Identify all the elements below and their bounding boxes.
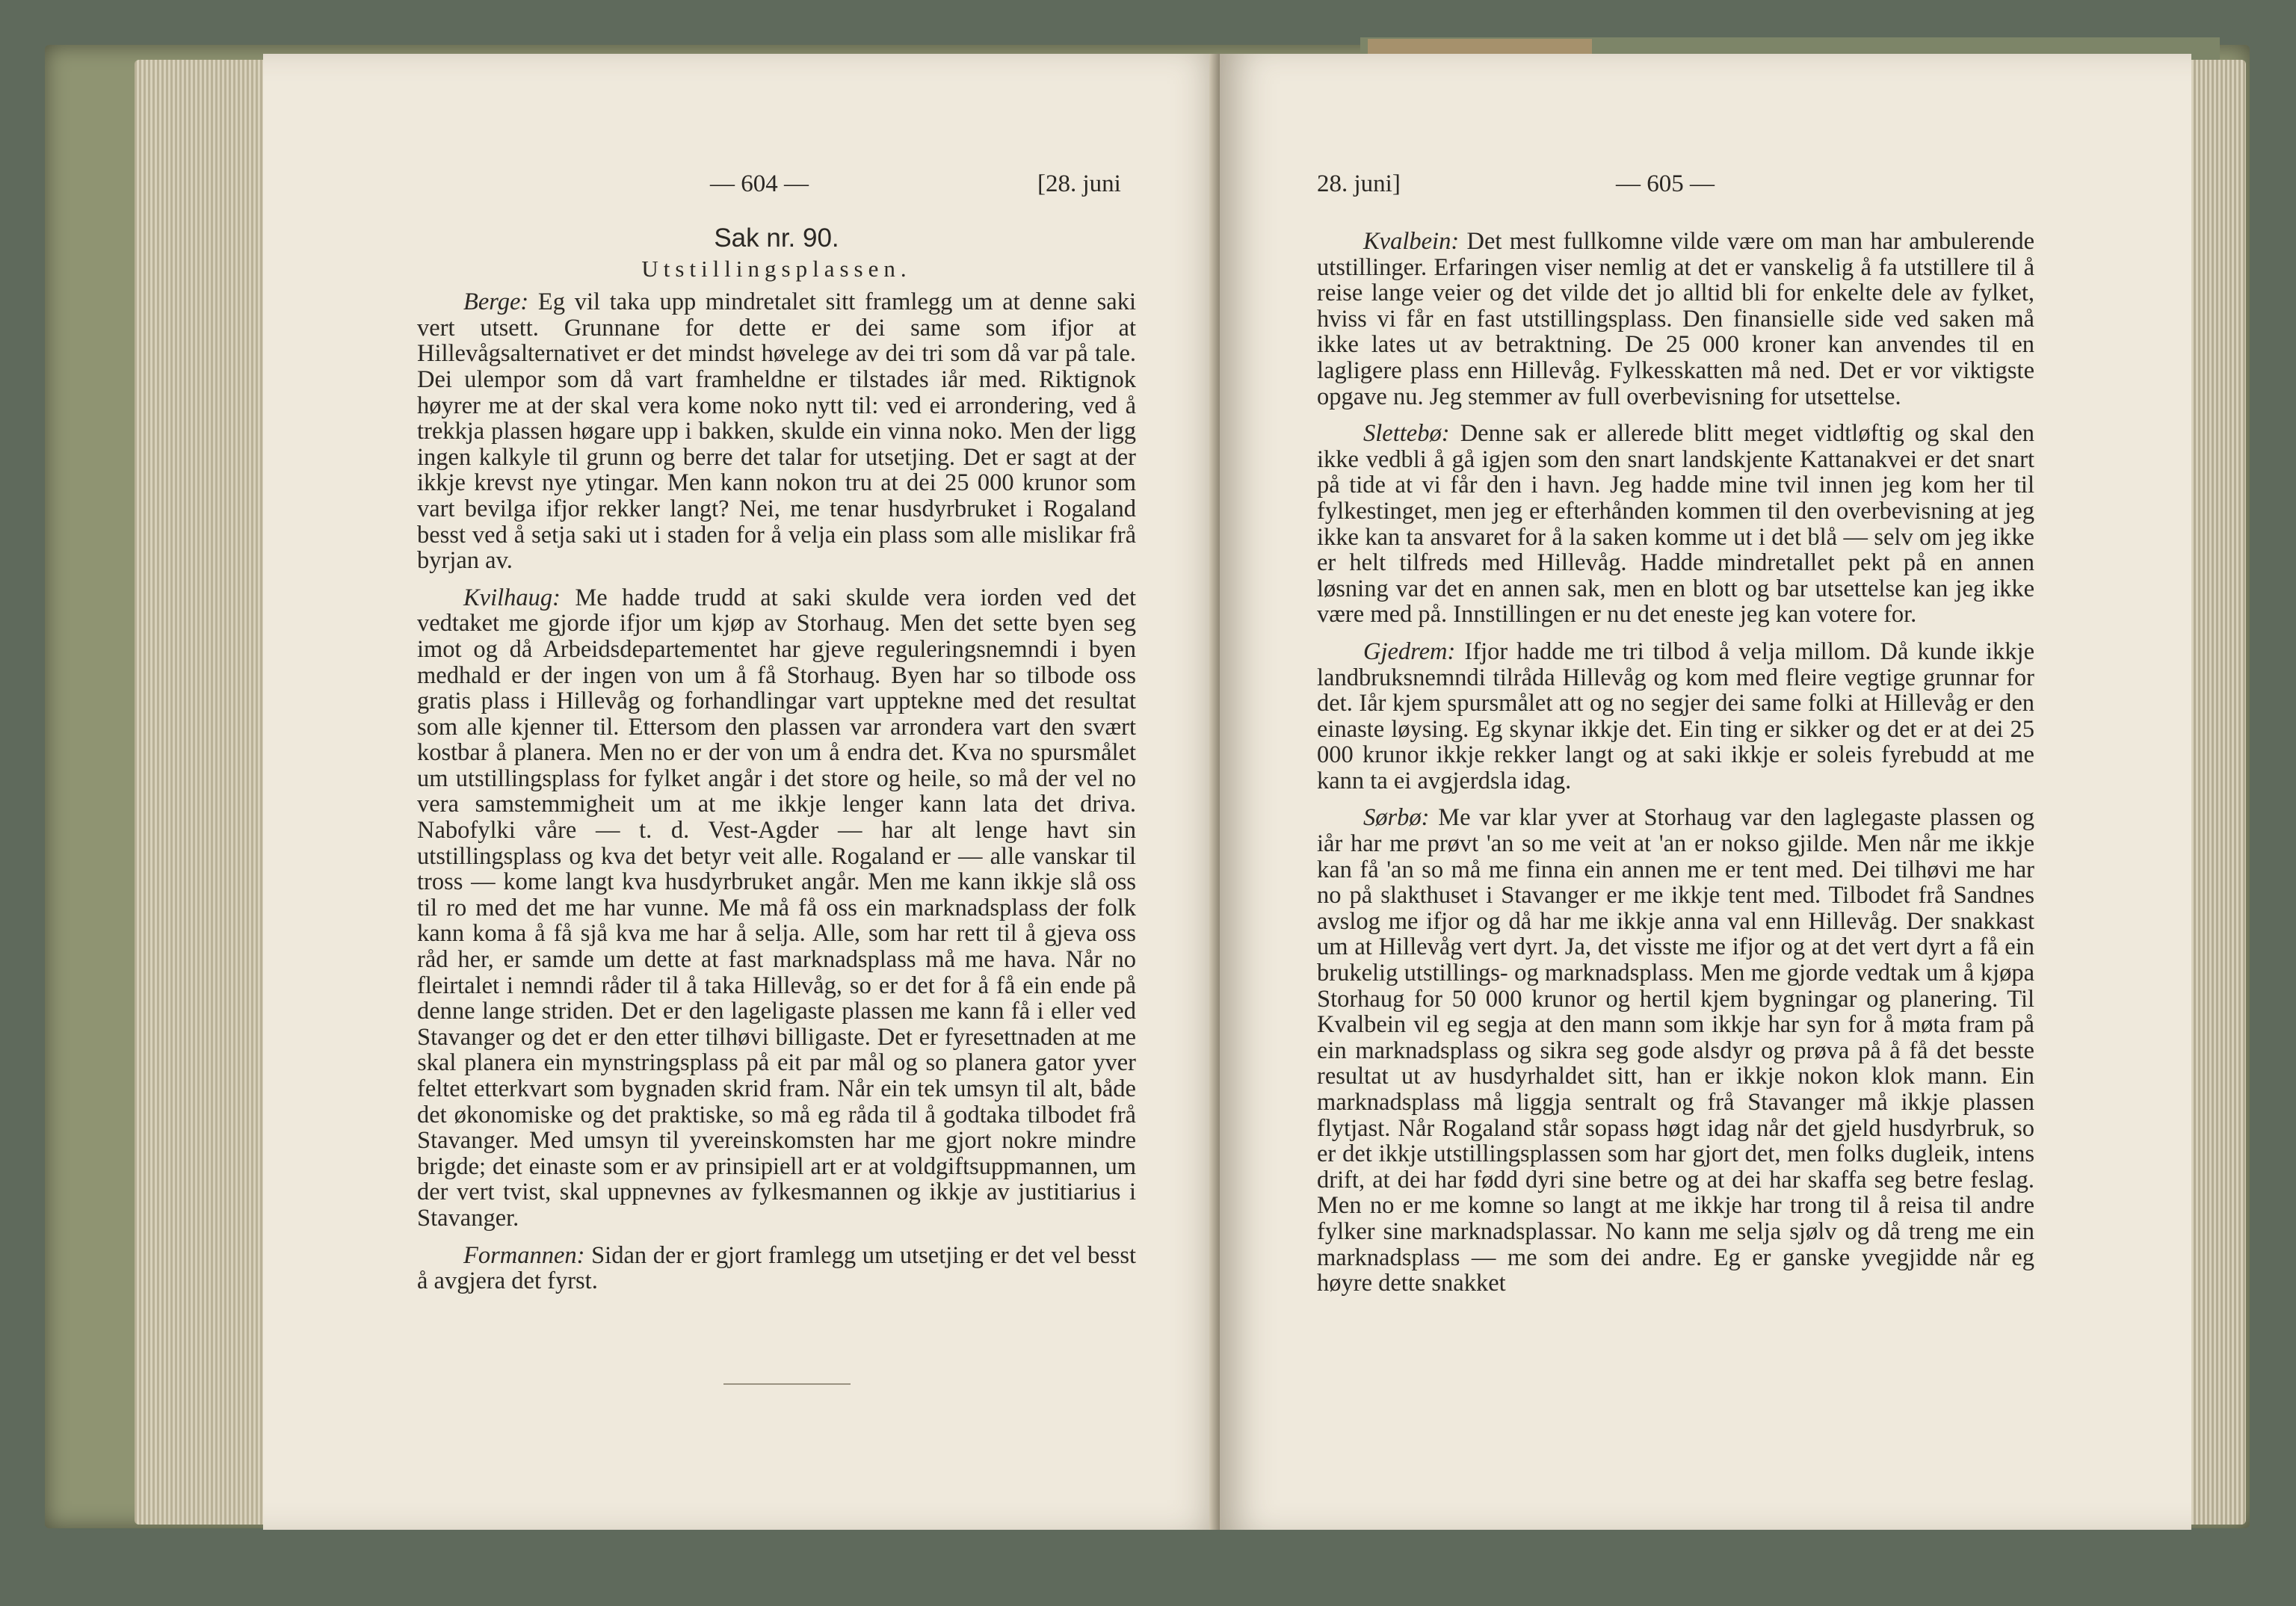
left-page-number: — 604 — [710, 170, 809, 197]
paragraph-kvalbein [1317, 229, 2034, 410]
speaker-name: Sørbø: [1363, 804, 1430, 832]
speaker-name: Berge: [463, 288, 529, 316]
paragraph-sorbo [1317, 805, 2034, 1296]
page-edges-left [135, 60, 284, 1525]
paragraph-text: Eg vil taka upp mindretalet sitt framlegg um at denne saki vert utsett. Grunnane for dette er dei same som ifjor at Hillevågsalternativet er det mindst høvelege av dei tri som då var på tale. Dei ulempor som då vart framheldne er tilstades iår med. Riktignok høyrer me at der skal vera kome noko nytt til: ved ei arrondering, ved å trekkja plassen høgare upp i bakken, skulde ein vinna noko. Men der ligg ingen kalkyle til grunn og berre det talar for utsetjing. Det er sagt at der ikkje krevst nye ytingar. Men kann nokon tru at dei 25 000 krunor som vart bevilga ifjor rekker langt? Nei, me tenar husdyrbruket i Rogaland besst ved å setja saki ut i staden for å velja ein plass som alle mislikar frå byrjan av. [417, 288, 1136, 575]
right-page-text [1317, 229, 2034, 1297]
case-title: Sak nr. 90. [714, 223, 839, 253]
paragraph-gjedrem [1317, 639, 2034, 794]
paragraph-text: Sidan der er gjort framlegg um utsetjing er det vel besst å avgjera det fyrst. [417, 1241, 1136, 1295]
speaker-name: Kvalbein: [1363, 228, 1460, 255]
paragraph-text: Me var klar yver at Storhaug var den laglegaste plassen og iår har me prøvt 'an so me veit at 'an er nokso gjilde. Men når me ikkje kan få 'an so må me finna ein annen me er tent med. Dei tilhøvi me har no på slakthuset i Stavanger er me ikkje tent med. Tilbodet frå Sandnes avslog me ifjor og då har me ikkje anna val enn Hillevåg. Der snakkast um at Hillevåg vert dyrt. Ja, det visste me ifjor og at det vert dyrt a få ein brukelig utstillings- og marknadsplass. Men me gjorde vedtak um å kjøpa Storhaug for 50 000 krunor og hertil kjem bygningar og planering. Til Kvalbein vil eg segja at den mann som ikkje har syn for å møta fram på ein marknadsplass og sikra seg gode alsdyr og prøva på å få det besste resultat ut av husdyrhaldet sitt, han er ikkje nokon klok mann. Ein marknadsplass må liggja sentralt og frå Stavanger må ikkje plassen flytjast. Når Rogaland står sopass høgt idag når det gjeld husdyrbruk, so er det ikkje utstillingsplassen som har gjort det, men folks dugleik, intens drift, at dei har fødd dyri sine betre og at dei har skaffa seg betre feslag. Men no er me komne so langt at me ikkje har trong til å reisa til andre fylker sine marknadsplassar. No kann me selja sjølv og då treng me ein marknadsplass — me som dei andre. Eg er ganske yvegjidde når eg høyre dette snakket [1317, 804, 2034, 1297]
right-page-date: 28. juni] [1317, 170, 1401, 197]
paragraph-berge [417, 289, 1136, 574]
paragraph-slettebo [1317, 421, 2034, 628]
paragraph-text: Ifjor hadde me tri tilbod å velja millom. Då kunde ikkje landbruksnemndi tilråda Hillevåg og kom med fleire vegtige grunnar for det. Iår kjem spursmålet att og no segjer dei same folki at Hillevåg er den einaste løysing. Eg skynar ikkje det. Ein ting er sikker og det er at dei 25 000 krunor ikkje rekker langt og at saki ikkje er soleis fyrebudd at me kann ta ei avgjerdsla idag. [1317, 637, 2034, 794]
speaker-name: Kvilhaug: [463, 584, 561, 611]
speaker-name: Formannen: [463, 1241, 585, 1269]
paragraph-text: Me hadde trudd at saki skulde vera iorden ved det vedtaket me gjorde ifjor um kjøp av Storhaug. Men det sette byen seg imot og då Arbeidsdepartementet har gjeve reguleringsnemndi i byen medhald er der ingen von um å få Storhaug. Byen har so tilbode oss gratis plass i Hillevåg og forhandlingar vart upptekne med det resultat som alle kjenner til. Ettersom den plassen var arrondera vart den svært kostbar å planera. Men no er der von um å endra det. Kva no spursmålet um utstillingsplass for fylket angår i det store og heile, so må der vel no vera samstemmigheit um at me ikkje lenger kann lata det driva. Nabofylki våre — t. d. Vest-Agder — har alt lenge havt sin utstillingsplass og kva det betyr veit alle. Rogaland er — alle vanskar til tross — kome langt kva husdyrbruket angår. Men me kann ikkje slå oss til ro med det me har vunne. Me må få oss ein marknadsplass der folk kann koma å få sjå kva me har å selja. Alle, som har rett til å gjeva oss råd her, er samde um dette at fast marknadsplass må me hava. Når no fleirtalet i nemndi råder til å taka Hillevåg, so er det for å få ein ende på denne lange striden. Det er den lageligaste plassen me kann få i eller ved Stavanger og det er den etter tilhøvi billigaste. Det er fyresettnaden at me skal planera ein mynstringsplass på eit par mål og so planera gator yver feltet etterkvart som bygnaden skrid fram. Når ein tek umsyn til alt, både det økonomiske og det praktiske, so må eg råda til å godtaka tilbodet frå Stavanger. Med umsyn til yvereinskomsten har me gjort nokre mindre brigde; det einaste som er av prinsipiell art er at voldgiftsuppmannen, um der vert tvist, skal uppnevnes av fylkesmannen og ikkje av justitiarius i Stavanger. [417, 584, 1136, 1232]
paragraph-formannen [417, 1243, 1136, 1294]
end-rule [723, 1383, 851, 1385]
paragraph-text: Denne sak er allerede blitt meget vidtløftig og skal den ikke vedbli å gå igjen som den snart landskjente Kattanakvei er det snart på tide at vi får den i havn. Jeg hadde mine tvil innen jeg kom her til fylkestinget, men jeg er efterhånden kommen til den overbevisning at jeg ikke kan ta ansvaret for å la saken komme ut i det blå — selv om jeg ikke er helt tilfreds med Hillevåg. Hadde mindretallet pekt på en annen løsning var det en annen sak, men en blott og bar utsettelse kan jeg ikke være med på. Innstillingen er nu det eneste jeg kan votere for. [1317, 420, 2034, 628]
left-page-text [417, 223, 1136, 1295]
left-page-date: [28. juni [1037, 170, 1121, 197]
speaker-name: Slettebø: [1363, 420, 1450, 448]
case-subtitle: Utstillingsplassen. [641, 255, 912, 282]
paragraph-kvilhaug [417, 585, 1136, 1232]
speaker-name: Gjedrem: [1363, 637, 1456, 665]
right-page-number: — 605 — [1616, 170, 1715, 197]
paragraph-text: Det mest fullkomne vilde være om man har ambulerende utstillinger. Erfaringen viser nemlig at det er vanskelig å fa utstillere til å reise lange veier og det vilde det jo alltid bli for enkelte dele av fylket, hviss vi får en fast utstillingsplass. Den finansielle side ved saken må ikke lates ut av betraktning. De 25 000 kroner kan anvendes til en lagligere plass enn Hillevåg. Fylkesskatten må ned. Det er vor viktigste opgave nu. Jeg stemmer av full overbevisning for utsettelse. [1317, 228, 2034, 410]
